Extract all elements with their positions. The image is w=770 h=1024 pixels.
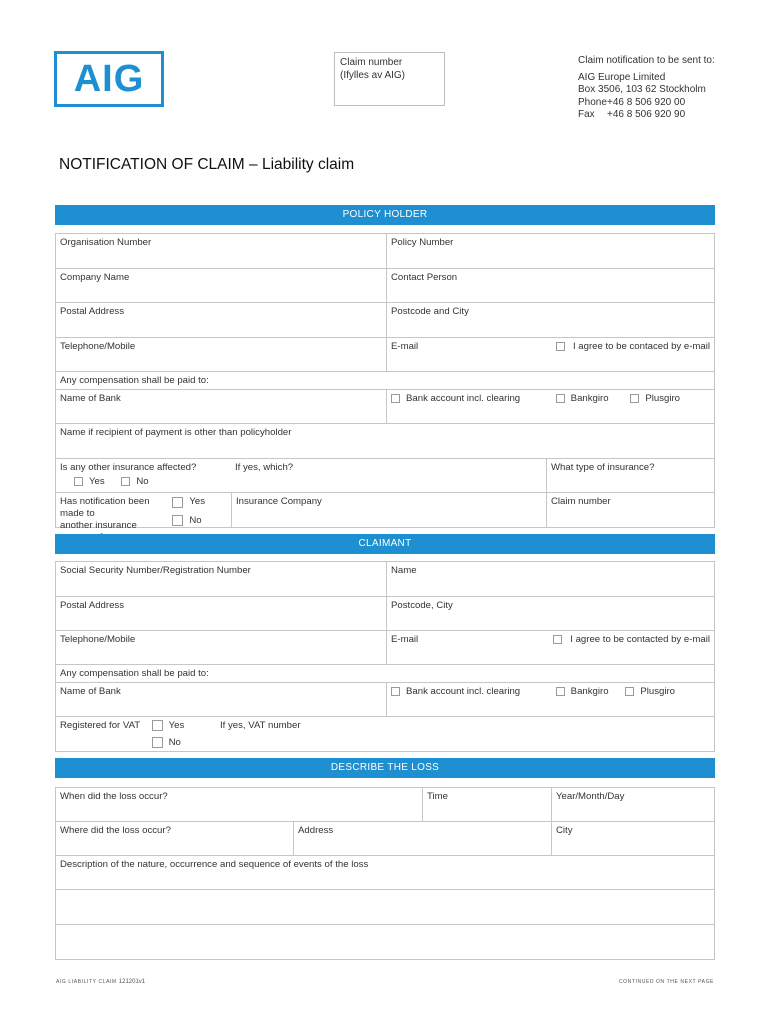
- bank-row: [56, 389, 714, 423]
- vat-registered-field: [56, 717, 216, 751]
- send-to-title: Claim notification to be sent to:: [578, 55, 715, 66]
- field-label: Postal Address: [60, 306, 124, 317]
- form-row: [56, 597, 714, 631]
- phone-number: +46 8 506 920 00: [607, 96, 686, 108]
- plusgiro-option: [625, 686, 675, 697]
- claim-number-field[interactable]: [546, 493, 714, 527]
- which-insurance-field[interactable]: [231, 459, 546, 492]
- agree-email-checkbox[interactable]: [556, 342, 565, 351]
- claim-number-label: Claim number: [340, 57, 403, 68]
- option-label: No: [168, 737, 181, 748]
- form-row: [56, 717, 714, 751]
- postal-address-field[interactable]: [56, 303, 386, 337]
- field-label: Address: [298, 825, 334, 836]
- form-row: [56, 424, 714, 459]
- fax-number: +46 8 506 920 90: [607, 109, 686, 120]
- field-label: Has notification been made to: [60, 496, 150, 519]
- option-label: No: [136, 476, 149, 487]
- form-row: [56, 493, 714, 531]
- claimant-telephone-field[interactable]: [56, 631, 386, 664]
- notification-no: [172, 515, 201, 527]
- option-label: Bank account incl. clearing: [406, 686, 521, 697]
- insurance-company-field[interactable]: [231, 493, 546, 527]
- postcode-city-field[interactable]: [386, 303, 714, 337]
- vat-no: [152, 737, 181, 748]
- field-label: Company Name: [60, 272, 130, 283]
- footer-version: 121201v1: [118, 979, 146, 985]
- loss-where-field[interactable]: [56, 822, 293, 855]
- form-row: [56, 234, 714, 269]
- form-row: [56, 269, 714, 303]
- aig-logo: AIG: [54, 51, 164, 107]
- account-type-field: [386, 683, 714, 716]
- plusgiro-checkbox[interactable]: [630, 394, 639, 403]
- bank-account-checkbox[interactable]: [391, 687, 400, 696]
- claimant-name-field[interactable]: [386, 562, 714, 596]
- bankgiro-checkbox[interactable]: [556, 687, 565, 696]
- send-to-address: [578, 55, 715, 122]
- form-row: [56, 303, 714, 338]
- field-label: Claim number: [551, 496, 611, 507]
- bank-row: [56, 682, 714, 716]
- notification-yes: [172, 496, 205, 508]
- no-checkbox[interactable]: [172, 515, 183, 526]
- agree-email-option: [556, 341, 710, 352]
- yes-checkbox[interactable]: [172, 497, 183, 508]
- claim-number-note: (Ifylles av AIG): [340, 70, 406, 81]
- field-label: Policy Number: [391, 237, 454, 248]
- bank-account-option: [391, 393, 541, 404]
- description-line: [56, 890, 714, 925]
- fax-label: Fax: [578, 109, 595, 120]
- compensation-label: Any compensation shall be paid to:: [60, 375, 209, 386]
- field-label: Registered for VAT: [60, 720, 141, 731]
- field-label: Postal Address: [60, 600, 124, 611]
- field-label: Name: [391, 565, 417, 576]
- field-label: Organisation Number: [60, 237, 152, 248]
- field-label: Time: [427, 791, 448, 802]
- field-label: Contact Person: [391, 272, 458, 283]
- field-label: City: [556, 825, 573, 836]
- field-label: Social Security Number/Registration Number: [60, 565, 251, 576]
- loss-address-field[interactable]: [293, 822, 551, 855]
- option-label: I agree to be contaced by e-mail: [572, 341, 710, 352]
- policy-number-field[interactable]: [386, 234, 714, 268]
- account-type-field: [386, 390, 714, 423]
- claimant-header: CLAIMANT: [55, 534, 715, 554]
- option-label: Yes: [189, 496, 206, 507]
- agree-email-option: [553, 634, 710, 645]
- plusgiro-checkbox[interactable]: [625, 687, 634, 696]
- telephone-field[interactable]: [56, 338, 386, 371]
- company-address: Box 3506, 103 62 Stockholm: [578, 84, 706, 95]
- bank-account-checkbox[interactable]: [391, 394, 400, 403]
- field-label: E-mail: [391, 634, 419, 645]
- form-row: [56, 372, 714, 424]
- loss-description-field[interactable]: [56, 856, 714, 889]
- field-label: another insurance: [60, 520, 137, 531]
- no-checkbox[interactable]: [152, 737, 163, 748]
- recipient-name-field[interactable]: [56, 424, 714, 458]
- form-row: [56, 788, 714, 822]
- vat-yes: [152, 720, 185, 731]
- field-label: Postcode and City: [391, 306, 469, 317]
- bank-name-field[interactable]: [56, 390, 386, 423]
- phone-label: Phone: [578, 96, 607, 108]
- claimant-postal-address-field[interactable]: [56, 597, 386, 630]
- form-row: [56, 338, 714, 372]
- claimant-email-field[interactable]: [386, 631, 714, 664]
- form-row: [56, 856, 714, 890]
- form-row: [56, 631, 714, 665]
- yes-checkbox[interactable]: [152, 720, 163, 731]
- field-label: Postcode, City: [391, 600, 453, 611]
- other-insurance-no: [121, 476, 148, 487]
- insurance-type-field[interactable]: [546, 459, 714, 492]
- field-label: Name if recipient of payment is other than policyholder: [60, 427, 292, 438]
- claim-number-box[interactable]: [334, 52, 445, 106]
- loss-time-field[interactable]: [422, 788, 551, 821]
- claimant-grid: [55, 561, 715, 752]
- option-label: Yes: [168, 720, 185, 731]
- describe-loss-header: DESCRIBE THE LOSS: [55, 758, 715, 778]
- footer-label: AIG LIABILITY CLAIM: [56, 979, 117, 985]
- option-label: Plusgiro: [645, 393, 681, 404]
- no-checkbox[interactable]: [121, 477, 130, 486]
- company-name: AIG Europe Limited: [578, 71, 666, 83]
- field-label: Name of Bank: [60, 393, 121, 404]
- phone-line: [578, 97, 715, 110]
- description-input-line[interactable]: [56, 925, 714, 959]
- contact-person-field[interactable]: [386, 269, 714, 302]
- claimant-bank-name-field[interactable]: [56, 683, 386, 716]
- loss-when-field[interactable]: [56, 788, 422, 821]
- option-label: Bankgiro: [570, 393, 609, 404]
- other-insurance-yes: [74, 476, 105, 487]
- field-label: Description of the nature, occurrence and sequence of events of the loss: [60, 859, 369, 870]
- field-label: Telephone/Mobile: [60, 634, 136, 645]
- agree-email-checkbox[interactable]: [553, 635, 562, 644]
- field-label: Telephone/Mobile: [60, 341, 136, 352]
- option-label: Bank account incl. clearing: [406, 393, 521, 404]
- option-label: Plusgiro: [640, 686, 676, 697]
- field-label: Name of Bank: [60, 686, 121, 697]
- form-row: [56, 562, 714, 597]
- company-name-field[interactable]: [56, 269, 386, 302]
- fax-line: [578, 109, 715, 122]
- policy-holder-header: POLICY HOLDER: [55, 205, 715, 225]
- option-label: Bankgiro: [570, 686, 609, 697]
- ssn-field[interactable]: [56, 562, 386, 596]
- loss-grid: [55, 787, 715, 960]
- loss-date-field[interactable]: [551, 788, 714, 821]
- form-row: [56, 459, 714, 493]
- compensation-label: Any compensation shall be paid to:: [60, 668, 209, 679]
- field-label: Where did the loss occur?: [60, 825, 171, 836]
- field-label: If yes, which?: [235, 462, 294, 473]
- bankgiro-option: [556, 686, 611, 697]
- field-label: What type of insurance?: [551, 462, 655, 473]
- loss-city-field[interactable]: [551, 822, 714, 855]
- field-label: If yes, VAT number: [220, 720, 301, 731]
- option-label: I agree to be contacted by e-mail: [570, 634, 710, 645]
- yes-checkbox[interactable]: [74, 477, 83, 486]
- option-label: No: [189, 514, 202, 526]
- other-insurance-field: [56, 459, 231, 492]
- field-label: Insurance Company: [236, 496, 322, 507]
- bankgiro-checkbox[interactable]: [556, 394, 565, 403]
- field-label: When did the loss occur?: [60, 791, 168, 802]
- bank-account-option: [391, 686, 541, 697]
- page-title: NOTIFICATION OF CLAIM – Liability claim: [59, 156, 355, 173]
- claimant-postcode-city-field[interactable]: [386, 597, 714, 630]
- option-label: Yes: [89, 476, 105, 487]
- bankgiro-option: [556, 393, 616, 404]
- organisation-number-field[interactable]: [56, 234, 386, 268]
- vat-number-field[interactable]: [216, 717, 714, 751]
- footer-form-code: [56, 979, 145, 985]
- footer-continued: CONTINUED ON THE NEXT PAGE: [618, 979, 714, 985]
- field-label: Is any other insurance affected?: [60, 462, 197, 473]
- plusgiro-option: [630, 393, 680, 404]
- notification-made-field: [56, 493, 231, 531]
- description-input-line[interactable]: [56, 890, 714, 924]
- form-row: [56, 665, 714, 717]
- field-label: Year/Month/Day: [556, 791, 625, 802]
- field-label: E-mail: [391, 341, 419, 352]
- form-row: [56, 822, 714, 856]
- email-field[interactable]: [386, 338, 714, 371]
- policy-holder-grid: [55, 233, 715, 531]
- description-line: [56, 925, 714, 959]
